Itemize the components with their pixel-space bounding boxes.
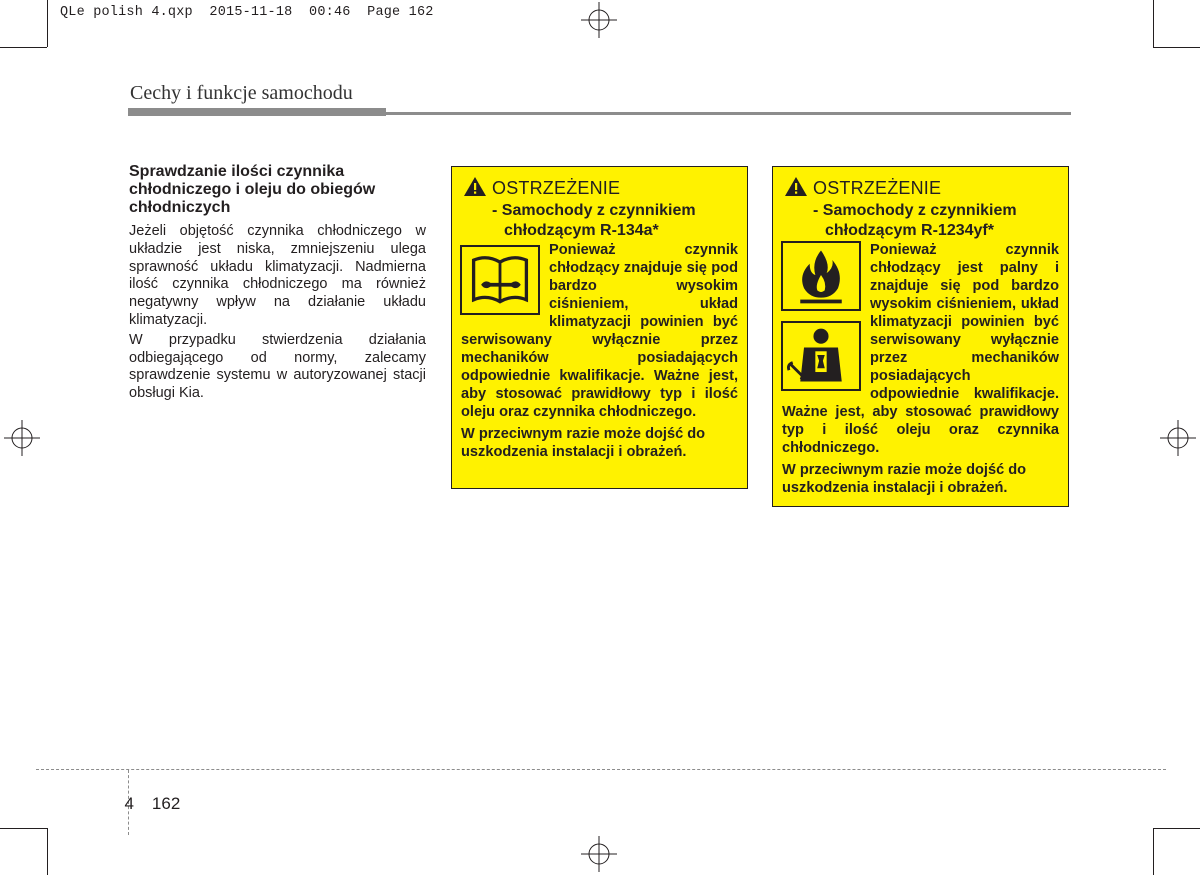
registration-mark-bottom — [581, 836, 617, 872]
warning-body: Ponieważ czynnik chłodzący jest palny i znajduje się pod bardzo wysokim ciśnieniem, układ klimatyzacji powinien być serwisowany wyłącznie przez mechaników posiadających odpowiednie kwalifikacje. Ważne jest, aby stosować prawidłowy typ i ilość oleju oraz czynnika chłodniczego. W przeciwnym razie może dojść do uszkodzenia instalacji i obrażeń. — [782, 242, 1059, 496]
paragraph: W przypadku stwierdzenia działania odbiegającego od normy, zalecamy sprawdzenie systemu w autoryzowanej stacji obsługi Kia. — [129, 331, 426, 402]
crop-mark — [47, 0, 48, 47]
warning-note: W przeciwnym razie może dojść do uszkodzenia instalacji i obrażeń. — [782, 462, 1027, 496]
section-heading: Sprawdzanie ilości czynnika chłodniczego i oleju do obiegów chłodniczych — [129, 163, 376, 216]
registration-mark-right — [1160, 420, 1196, 456]
crop-mark — [0, 47, 47, 48]
warning-title: OSTRZEŻENIE — [785, 177, 941, 199]
crop-mark — [1153, 828, 1154, 875]
warning-box-r134a — [451, 166, 748, 489]
chapter-number: 4 — [124, 794, 134, 813]
registration-mark-top — [581, 2, 617, 38]
registration-mark-left — [4, 420, 40, 456]
paragraph: Jeżeli objętość czynnika chłodniczego w układzie jest niska, zmniejszeniu ulega sprawność układu klimatyzacji. Nadmierna ilość czynnika chłodniczego ma również negatywny wpływ na działanie układu klimatyzacji. — [129, 223, 426, 328]
warning-body: Ponieważ czynnik chłodzący znajduje się pod bardzo wysokim ciśnieniem, układ klimatyzacji powinien być serwisowany wyłącznie przez mechaników posiadających odpowiednie kwalifikacje. Ważne jest, aby stosować prawidłowy typ i ilość oleju oraz czynnika chłodniczego. W przeciwnym razie może dojść do uszkodzenia instalacji i obrażeń. — [461, 242, 738, 460]
running-title: Cechy i funkcje samochodu — [130, 82, 353, 104]
warning-subtitle: - Samochody z czynnikiem chłodzącym R-1234yf* — [813, 202, 1017, 239]
warning-triangle-icon — [785, 177, 807, 196]
footer-rule — [36, 769, 1166, 770]
warning-subtitle: - Samochody z czynnikiem chłodzącym R-134a* — [492, 202, 696, 239]
page-number — [115, 774, 180, 814]
crop-mark — [1153, 47, 1200, 48]
crop-mark — [1153, 0, 1154, 47]
crop-mark — [1153, 828, 1200, 829]
warning-title: OSTRZEŻENIE — [464, 177, 620, 199]
page-number-value: 162 — [151, 794, 181, 813]
warning-note: W przeciwnym razie może dojść do uszkodzenia instalacji i obrażeń. — [461, 426, 706, 460]
print-slug: QLe polish 4.qxp 2015-11-18 00:46 Page 162 — [60, 5, 434, 20]
header-rule — [128, 108, 386, 116]
warning-triangle-icon — [464, 177, 486, 196]
warning-box-r1234yf — [772, 166, 1069, 507]
crop-mark — [0, 828, 47, 829]
crop-mark — [47, 828, 48, 875]
header-rule — [386, 112, 1071, 115]
section-text — [129, 163, 426, 405]
